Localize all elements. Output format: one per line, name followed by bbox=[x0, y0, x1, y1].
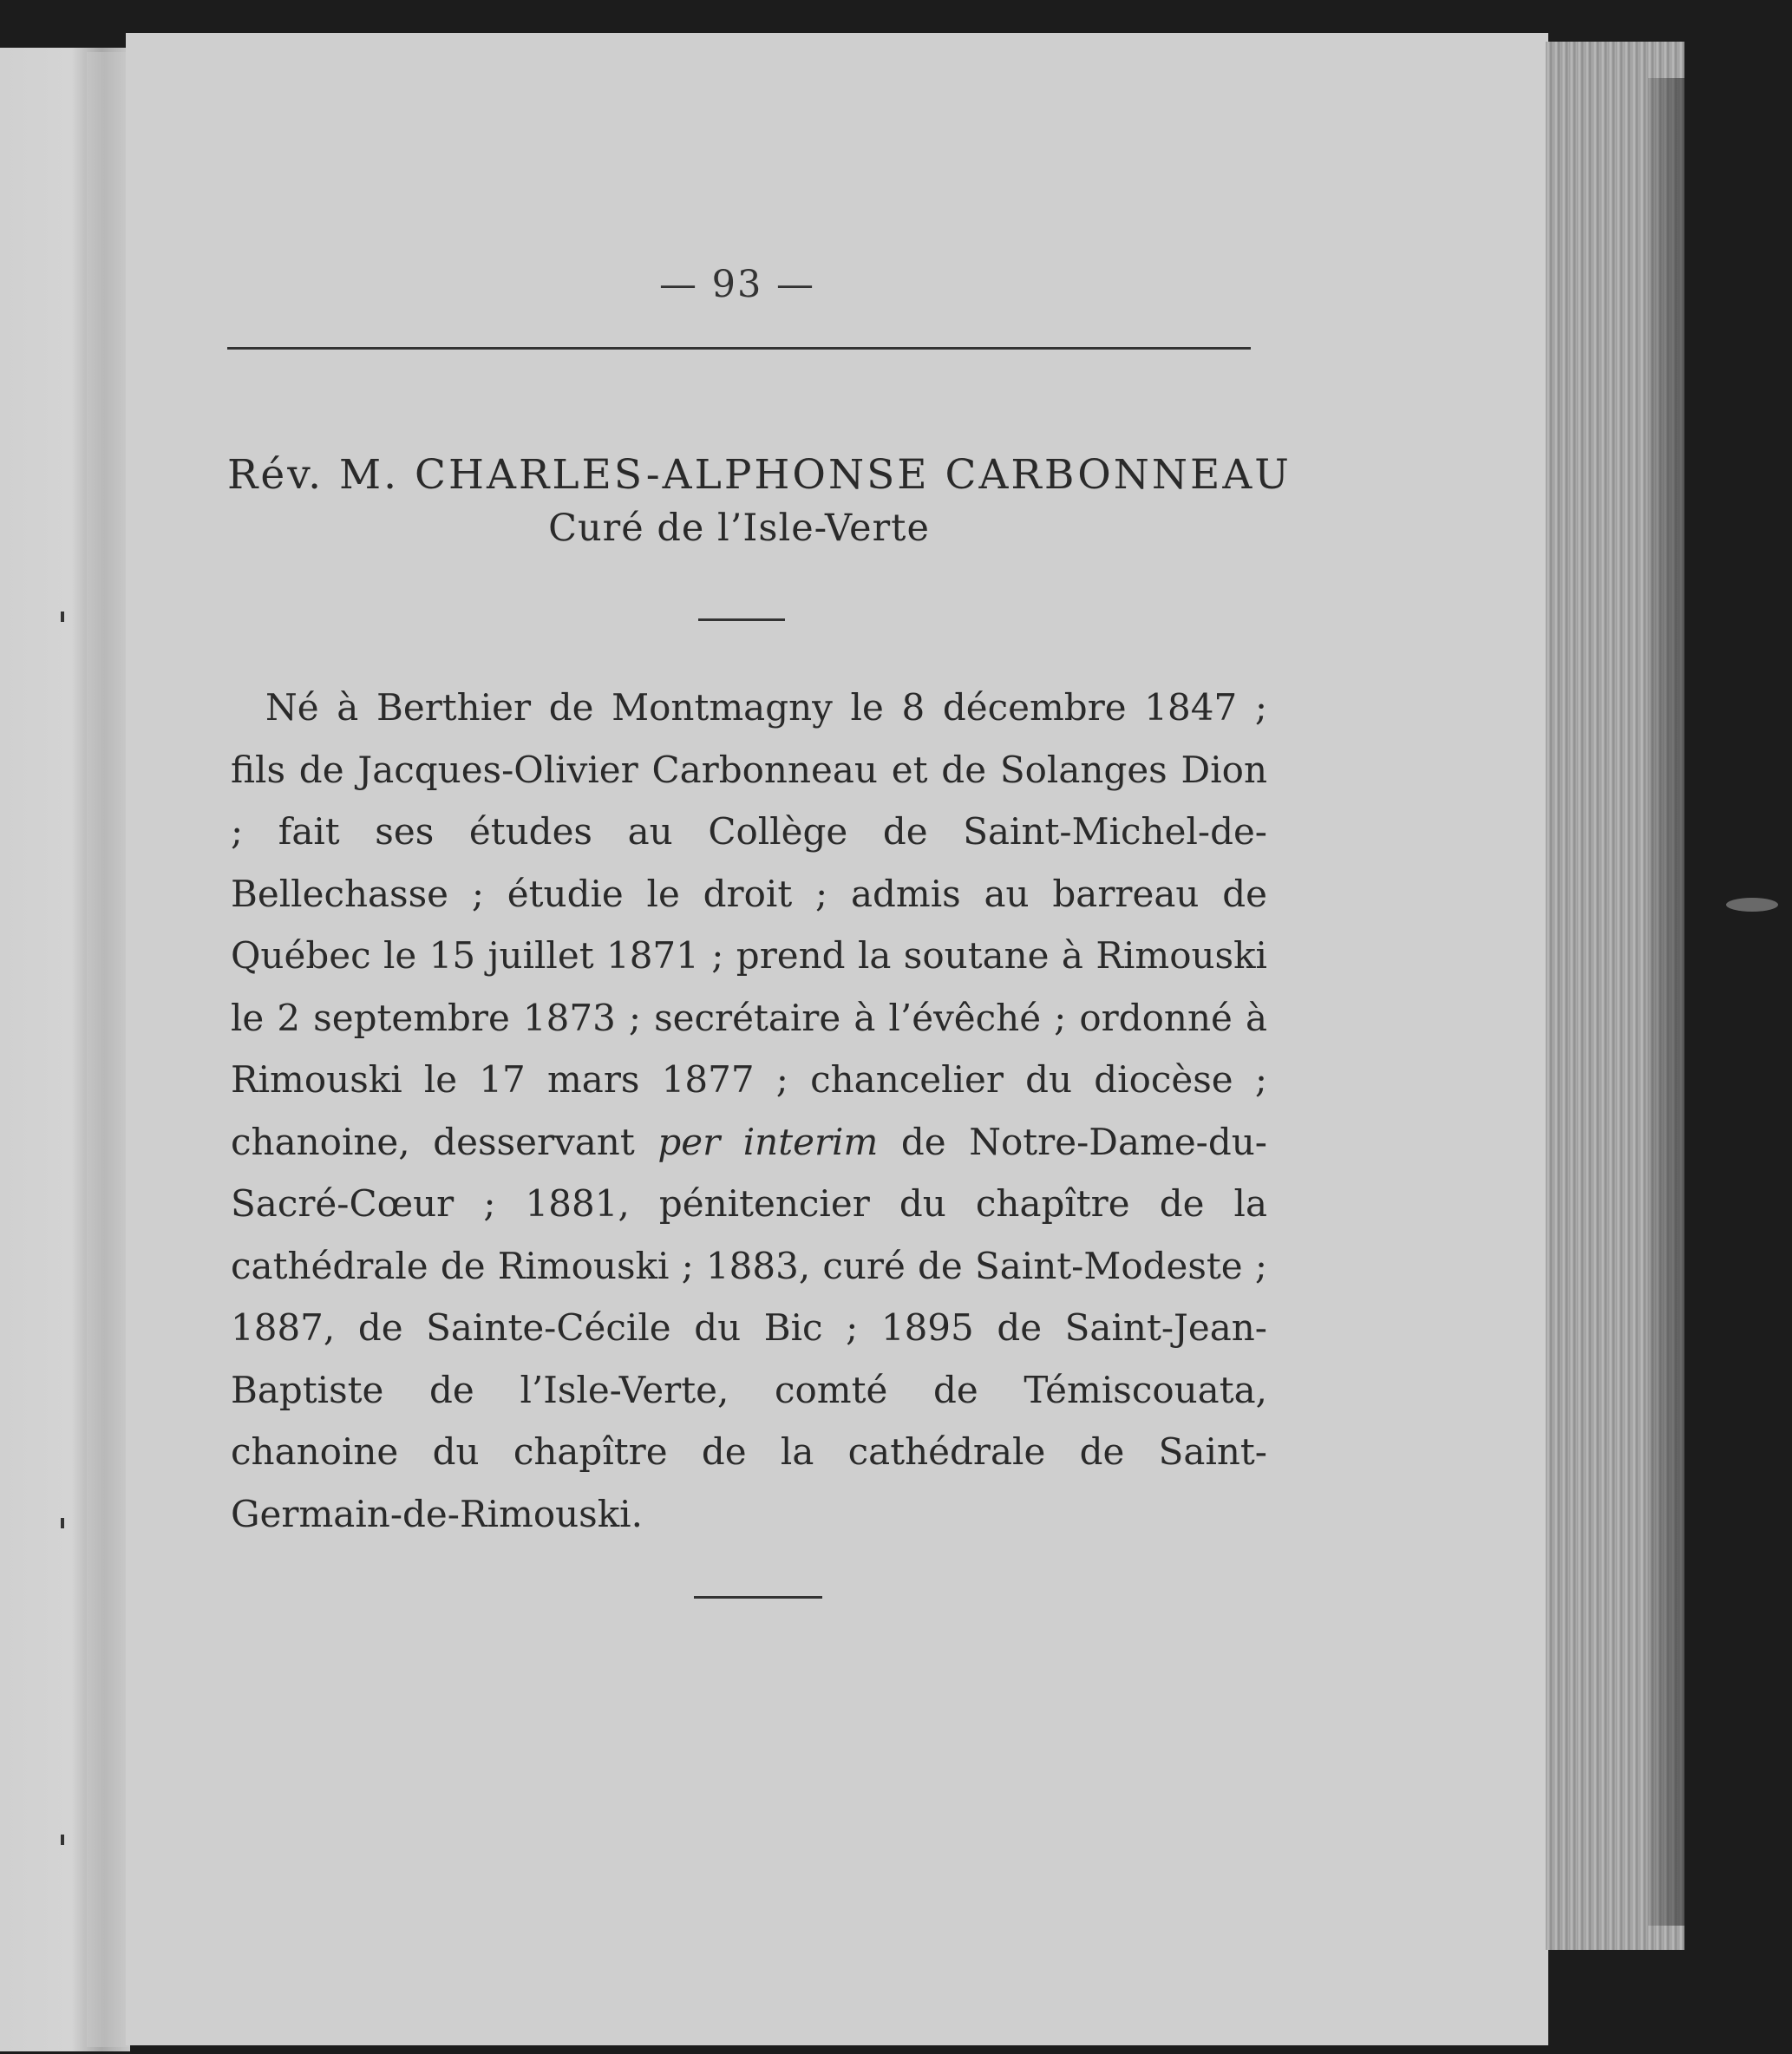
page-mark bbox=[61, 1518, 64, 1528]
biography-text-start: Né à Berthier de Montmagny le 8 décembre 1847 ; fils de Jacques-Olivier Carbonneau et de Solanges Dion ; fait ses études au Collège de Saint-Michel-de-Bellechasse ; étudie le droit ; admis au barreau de Québec le 15 juillet 1871 ; prend la soutane à Rimouski le 2 septembre 1873 ; secrétaire à l’évêché ; ordonné à Rimouski le 17 mars 1877 ; chancelier du diocèse ; chanoine, desservant bbox=[231, 686, 1267, 1163]
page-number: — 93 — bbox=[658, 263, 816, 306]
biography-italic-phrase: per interim bbox=[657, 1120, 879, 1163]
biography-paragraph bbox=[231, 677, 1267, 1545]
separator-rule bbox=[698, 618, 785, 621]
page-mark bbox=[61, 612, 64, 622]
entry-subheading: Curé de l’Isle-Verte bbox=[548, 507, 930, 550]
page-mark bbox=[61, 1835, 64, 1845]
page-edges-shadow bbox=[1648, 78, 1684, 1926]
background-smudge bbox=[1726, 898, 1778, 912]
entry-heading: Rév. M. CHARLES-ALPHONSE CARBONNEAU bbox=[227, 451, 1292, 499]
biography-text-end: de Notre-Dame-du-Sacré-Cœur ; 1881, pénitencier du chapître de la cathédrale de Rimouski ; 1883, curé de Saint-Modeste ; 1887, de Sainte-Cécile du Bic ; 1895 de Saint-Jean-Baptiste de l’Isle-Verte, comté de Témiscouata, chanoine du chapître de la cathédrale de Saint-Germain-de-Rimouski. bbox=[231, 1120, 1267, 1535]
book-gutter bbox=[87, 52, 130, 2047]
header-rule bbox=[227, 347, 1251, 350]
end-rule bbox=[694, 1596, 822, 1599]
